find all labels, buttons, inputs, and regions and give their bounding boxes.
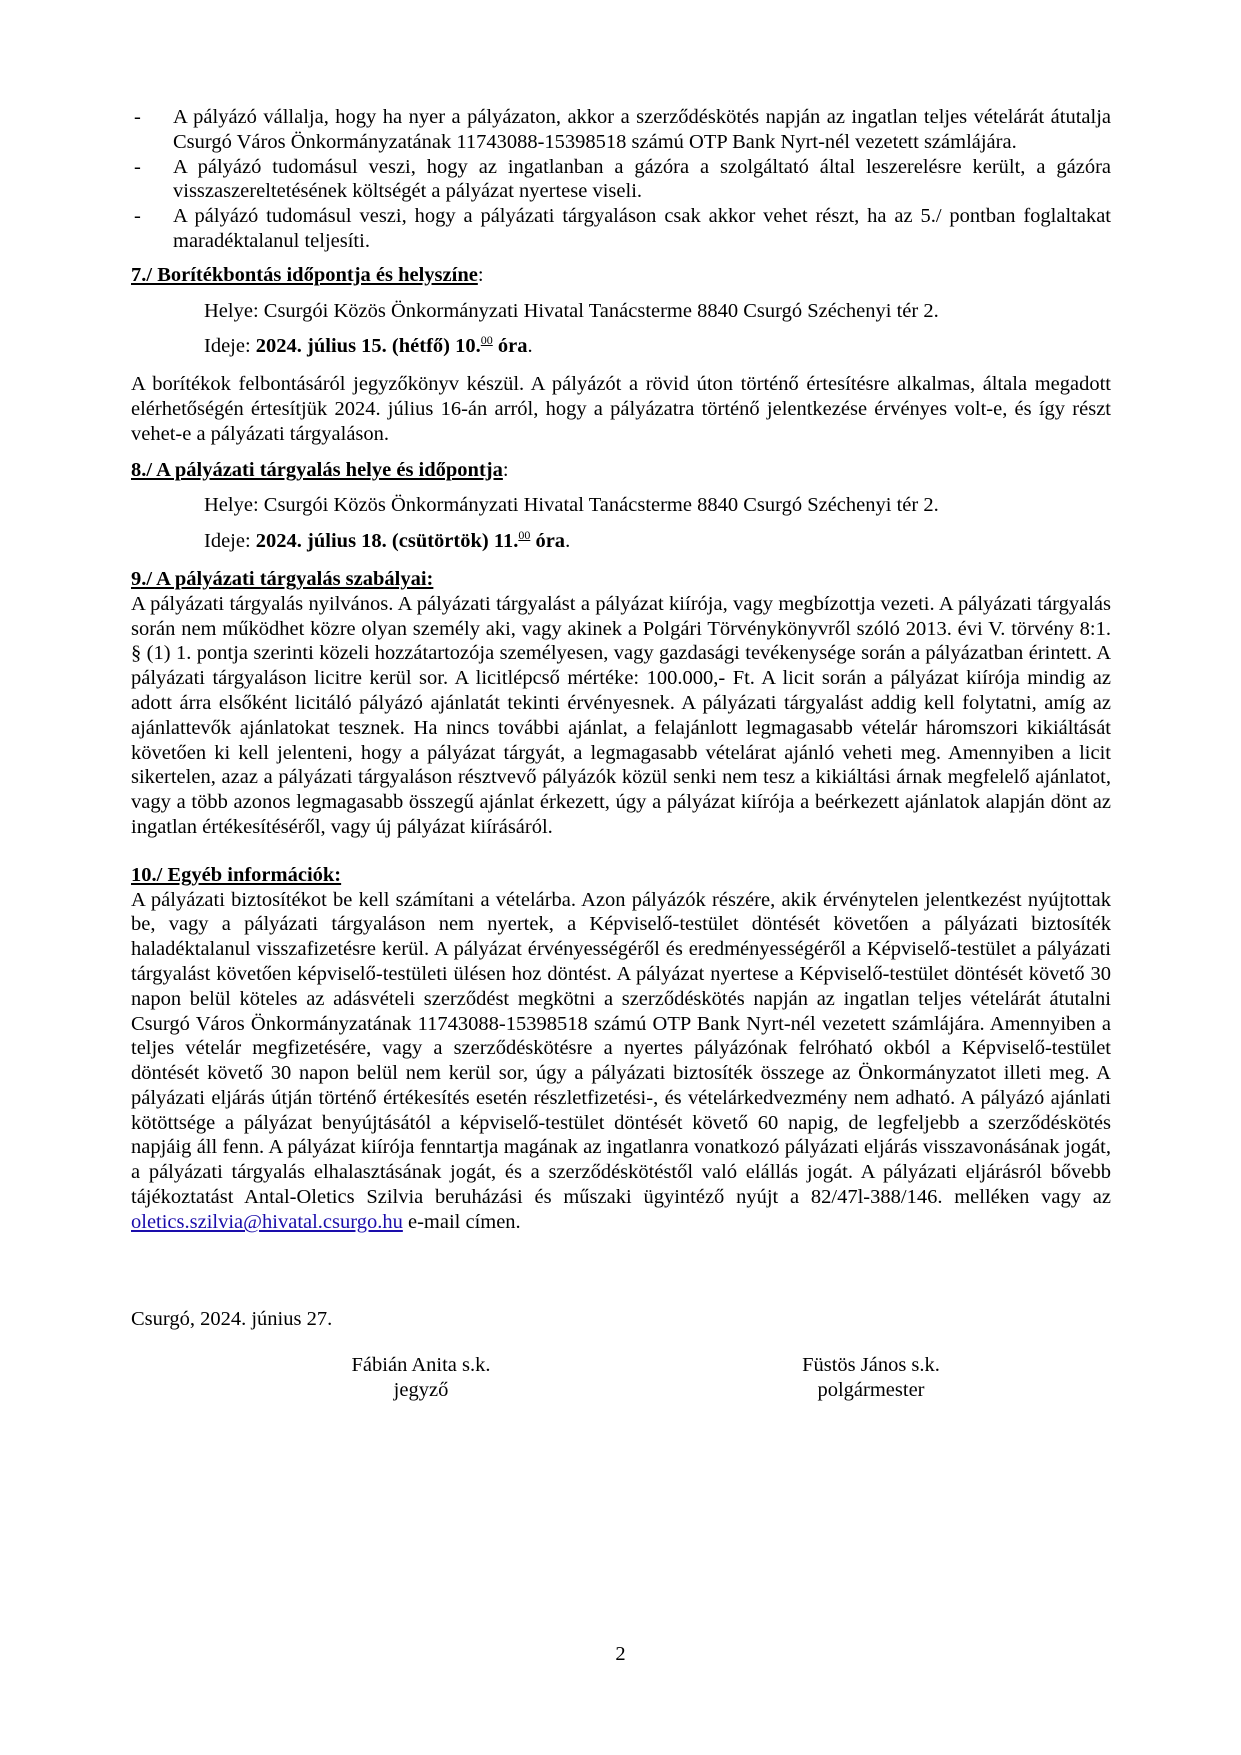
signatory-role: polgármester: [817, 1379, 925, 1402]
section-7-body: A borítékok felbontásáról jegyzőkönyv készül. A pályázót a rövid úton történő értesítésre alkalmas, általa megadott elérhetőségén értesítjük 2024. július 16-án arról, hogy a pályázatra történő jelentkezése érvényes volt-e, és így részt vehet-e a pályázati tárgyaláson.: [131, 373, 1111, 445]
dash-bullet: -: [134, 155, 141, 178]
email-link[interactable]: oletics.szilvia@hivatal.csurgo.hu: [131, 1210, 403, 1233]
document-page: [131, 105, 1111, 1413]
page-number: 2: [615, 1643, 626, 1665]
section-10-heading: 10./ Egyéb információk:: [131, 863, 342, 886]
condition-list: [131, 105, 1111, 254]
list-item: - A pályázó tudomásul veszi, hogy a pályázati tárgyaláson csak akkor vehet részt, ha az 5./ pontban foglaltakat maradéktalanul teljesíti.: [134, 205, 1111, 252]
signature-left: [301, 1353, 541, 1403]
section-7-heading: 7./ Borítékbontás időpontja és helyszíne:: [131, 263, 484, 286]
section-9-heading: 9./ A pályázati tárgyalás szabályai:: [131, 567, 434, 590]
place-date: Csurgó, 2024. június 27.: [131, 1307, 333, 1330]
signature-right: [751, 1353, 991, 1403]
signatory-name: Füstös János s.k.: [802, 1354, 940, 1377]
section-9-body: A pályázati tárgyalás nyilvános. A pályázati tárgyalást a pályázat kiírója, vagy megbízottja vezeti. A pályázati tárgyalás során nem működhet közre olyan személy aki, vagy akinek a Polgári Törvénykönyvről szóló 2013. évi V. törvény 8:1. § (1) 1. pontja szerinti közeli hozzátartozója személyesen, vagy gazdasági tevékenysége során a pályázatban érintett. A pályázati tárgyaláson licitre kerül sor. A licitlépcső mértéke: 100.000,- Ft. A licit során a pályázat kiírója mindig az adott árra elsőként licitáló pályázó ajánlatát tekinti érvényesnek. A pályázati tárgyalást addig kell folytatni, amíg az ajánlattevők ajánlatokat tesznek. Ha nincs további ajánlat, a felajánlott legmagasabb vételár háromszori kikiáltását követően ki kell jelenteni, hogy a pályázat tárgyát, a legmagasabb vételárat ajánló veheti meg. Amennyiben a licit sikertelen, azaz a pályázati tárgyaláson résztvevő pályázók közül senki nem tesz a kikiáltási árnak megfelelő ajánlatot, vagy a több azonos legmagasabb összegű ajánlat érkezett, úgy a pályázat kiírója a beérkezett ajánlatok alapján dönt az ingatlan értékesítéséről, vagy új pályázat kiírásáról.: [131, 592, 1111, 838]
list-item: - A pályázó tudomásul veszi, hogy az ingatlanban a gázóra a szolgáltató által leszerelésre került, a gázóra visszaszereltetésének költségét a pályázat nyertese viseli.: [134, 155, 1111, 203]
dash-bullet: -: [134, 205, 141, 228]
section-10-body: A pályázati biztosítékot be kell számítani a vételárba. Azon pályázók részére, akik érvénytelen jelentkezést nyújtottak be, vagy a pályázati tárgyaláson nem nyertek, a Képviselő-testület döntését követően a pályázati biztosíték haladéktalanul visszafizetésre kerül. A pályázat érvényességéről és eredményességéről a Képviselő-testület a pályázati tárgyalást követően képviselő-testületi ülésen hoz döntést. A pályázat nyertese a Képviselő-testület döntését követő 30 napon belül köteles az adásvételi szerződést megkötni a szerződéskötés napján az ingatlan teljes vételárát átutalni Csurgó Város Önkormányzatának 11743088-15398518 számú OTP Bank Nyrt-nél vezetett számlájára. Amennyiben a teljes vételár megfizetésére, vagy a szerződéskötésre a nyertes pályázónak felróható okból a Képviselő-testület döntését követő 30 napon belül nem kerül sor, úgy a pályázati biztosíték összege az Önkormányzatot illeti meg. A pályázati eljárás útján történő értékesítés esetén részletfizetési-, és vételárkedvezmény nem adható. A pályázó ajánlati kötöttsége a pályázat benyújtásától a képviselő-testület döntését követő 60 napig, de legfeljebb a szerződéskötés napjáig áll fenn. A pályázat kiírója fenntartja magának az ingatlanra vonatkozó pályázati eljárás visszavonásának jogát, a pályázati tárgyalás elhalasztásának jogát, és a szerződéskötéstől való elállás jogát. A pályázati eljárásról bővebb tájékoztatást Antal-Oletics Szilvia beruházási és műszaki ügyintéző nyújt a 82/47l-388/146. melléken vagy az oletics.szilvia@hivatal.csurgo.hu e-mail címen.: [131, 888, 1111, 1233]
signatory-name: Fábián Anita s.k.: [351, 1354, 491, 1377]
section-7-time: Ideje: 2024. július 15. (hétfő) 10.00 óra.: [204, 333, 533, 358]
section-8-time: Ideje: 2024. július 18. (csütörtök) 11.00 óra.: [204, 528, 571, 553]
section-7-place: Helye: Csurgói Közös Önkormányzati Hivatal Tanácsterme 8840 Csurgó Széchenyi tér 2.: [204, 299, 939, 322]
dash-bullet: -: [134, 106, 141, 128]
section-8-place: Helye: Csurgói Közös Önkormányzati Hivatal Tanácsterme 8840 Csurgó Széchenyi tér 2.: [204, 494, 939, 517]
list-item: - A pályázó vállalja, hogy ha nyer a pályázaton, akkor a szerződéskötés napján az ingatlan teljes vételárát átutalja Csurgó Város Önkormányzatának 11743088-15398518 számú OTP Bank Nyrt-nél vezetett számlájára.: [134, 106, 1111, 153]
signatory-role: jegyző: [393, 1379, 449, 1402]
section-8-heading: 8./ A pályázati tárgyalás helye és időpontja:: [131, 458, 509, 481]
signature-block: [131, 1353, 1111, 1413]
